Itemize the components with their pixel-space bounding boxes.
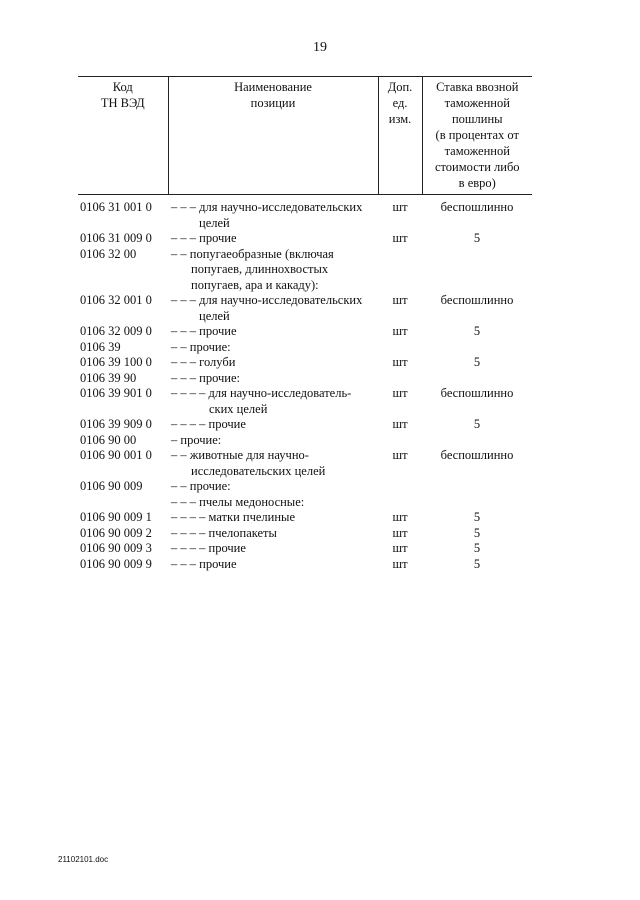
cell-unit: шт [392, 541, 408, 555]
cell-name [168, 195, 378, 232]
page-number: 19 [313, 40, 327, 55]
table-row [78, 355, 532, 371]
cell-name [168, 247, 378, 294]
cell-name-line: – – – – прочие [171, 417, 246, 431]
cell-rate [422, 340, 532, 356]
header-code-line: ТН ВЭД [100, 96, 145, 110]
header-rate-line: в евро) [458, 176, 496, 190]
table-row [78, 386, 532, 417]
cell-code: 0106 90 009 [80, 479, 143, 493]
header-rate-line: (в процентах от [435, 128, 519, 142]
table-row [78, 557, 532, 573]
tariff-table [78, 76, 532, 572]
header-unit-line: изм. [388, 112, 412, 126]
cell-unit: шт [392, 510, 408, 524]
cell-name [168, 324, 378, 340]
header-rate-line: стоимости либо [434, 160, 520, 174]
table-row [78, 340, 532, 356]
cell-name [168, 386, 378, 417]
cell-name-line: попугаев, длиннохвостых [191, 262, 329, 276]
cell-name [168, 355, 378, 371]
cell-rate: 5 [473, 525, 481, 540]
cell-code: 0106 90 009 1 [80, 510, 152, 524]
cell-code: 0106 90 001 0 [80, 448, 152, 462]
table-row [78, 510, 532, 526]
cell-name [168, 371, 378, 387]
cell-rate [422, 495, 532, 511]
cell-rate [422, 247, 532, 294]
header-rate-line: таможенной [444, 144, 510, 158]
cell-code: 0106 90 009 2 [80, 525, 152, 540]
header-name-line: Наименование [234, 80, 312, 94]
cell-rate: 5 [473, 231, 481, 245]
cell-code: 0106 32 009 0 [80, 324, 152, 338]
table-row [78, 417, 532, 433]
cell-unit: шт [392, 417, 408, 431]
cell-name-line: – – – для научно-исследовательских [171, 293, 363, 307]
cell-code: 0106 32 001 0 [80, 293, 152, 307]
cell-rate [422, 479, 532, 495]
cell-code: 0106 39 901 0 [80, 386, 152, 400]
cell-name [168, 495, 378, 511]
cell-name [168, 510, 378, 526]
cell-unit [378, 479, 422, 495]
cell-name-line: – – – пчелы медоносные: [171, 494, 305, 509]
table-header [78, 77, 532, 195]
cell-name [168, 340, 378, 356]
table-body [78, 195, 532, 573]
cell-name-line: – – – для научно-исследовательских [171, 200, 363, 214]
cell-code: 0106 39 909 0 [80, 417, 152, 431]
cell-name-line: – – прочие: [171, 339, 231, 354]
cell-name [168, 293, 378, 324]
cell-name [168, 479, 378, 495]
cell-rate: 5 [473, 541, 481, 555]
table-row [78, 495, 532, 511]
cell-name-line: ских целей [209, 401, 268, 416]
cell-name-line: – – – прочие [171, 231, 237, 245]
table-row [78, 293, 532, 324]
header-unit-line: ед. [392, 96, 408, 110]
table-row [78, 371, 532, 387]
table-row [78, 195, 532, 232]
header-name-line: позиции [250, 96, 296, 110]
cell-rate: 5 [473, 556, 481, 571]
cell-unit [378, 433, 422, 449]
cell-name-line: исследовательских целей [191, 463, 326, 478]
cell-name-line: – – – – прочие [171, 541, 246, 555]
cell-rate: 5 [473, 355, 481, 369]
cell-unit [378, 371, 422, 387]
cell-name-line: – – – прочие [171, 556, 237, 571]
table-row [78, 324, 532, 340]
table-row [78, 479, 532, 495]
header-code [78, 77, 168, 195]
cell-rate: 5 [473, 417, 481, 431]
cell-name-line: – – – – матки пчелиные [171, 510, 295, 524]
header-rate [422, 77, 532, 195]
cell-name [168, 417, 378, 433]
cell-unit: шт [392, 324, 408, 338]
cell-unit: шт [392, 556, 408, 571]
cell-name-line: – – попугаеобразные (включая [171, 246, 334, 261]
cell-rate: беспошлинно [440, 448, 514, 462]
cell-unit: шт [392, 355, 408, 369]
table-row [78, 526, 532, 542]
header-code-line: Код [112, 80, 133, 94]
header-rate-line: пошлины [451, 112, 503, 126]
cell-name-line: попугаев, ара и какаду): [191, 277, 319, 292]
cell-name [168, 231, 378, 247]
cell-name-line: – – животные для научно- [171, 448, 309, 462]
cell-name [168, 448, 378, 479]
cell-rate: 5 [473, 324, 481, 338]
cell-code: 0106 90 00 [80, 432, 137, 447]
cell-unit [378, 495, 422, 511]
header-unit [378, 77, 422, 195]
cell-unit [378, 340, 422, 356]
cell-name [168, 541, 378, 557]
header-rate-line: таможенной [444, 96, 510, 110]
header-name [168, 77, 378, 195]
cell-name [168, 433, 378, 449]
cell-unit [378, 247, 422, 294]
cell-name-line: целей [199, 308, 230, 323]
cell-unit: шт [392, 386, 408, 400]
cell-rate: 5 [473, 510, 481, 524]
cell-code: 0106 31 009 0 [80, 231, 152, 245]
cell-name-line: – – прочие: [171, 479, 231, 493]
cell-name-line: – – – – для научно-исследователь- [171, 386, 352, 400]
cell-name-line: – – – прочие: [171, 370, 240, 385]
cell-code [78, 495, 168, 511]
tariff-table-container [78, 76, 532, 572]
cell-rate: беспошлинно [440, 293, 514, 307]
table-row [78, 247, 532, 294]
cell-rate [422, 433, 532, 449]
header-unit-line: Доп. [387, 80, 413, 94]
table-row [78, 448, 532, 479]
cell-code: 0106 39 90 [80, 370, 137, 385]
cell-rate [422, 371, 532, 387]
cell-unit: шт [392, 293, 408, 307]
table-row [78, 231, 532, 247]
cell-rate: беспошлинно [440, 386, 514, 400]
cell-name-line: – – – – пчелопакеты [171, 525, 277, 540]
cell-name [168, 557, 378, 573]
cell-unit: шт [392, 200, 408, 214]
cell-name [168, 526, 378, 542]
table-row [78, 433, 532, 449]
cell-code: 0106 39 [80, 339, 121, 354]
cell-code: 0106 32 00 [80, 246, 137, 261]
cell-name-line: – прочие: [171, 432, 222, 447]
cell-name-line: – – – прочие [171, 324, 237, 338]
cell-code: 0106 39 100 0 [80, 355, 152, 369]
header-rate-line: Ставка ввозной [436, 80, 519, 94]
cell-unit: шт [392, 525, 408, 540]
cell-unit: шт [392, 231, 408, 245]
cell-name-line: целей [199, 215, 230, 230]
cell-code: 0106 90 009 9 [80, 556, 152, 571]
cell-rate: беспошлинно [440, 200, 514, 214]
cell-code: 0106 90 009 3 [80, 541, 152, 555]
cell-name-line: – – – голуби [171, 355, 236, 369]
footer-filename: 21102101.doc [58, 855, 109, 864]
cell-code: 0106 31 001 0 [80, 200, 152, 214]
cell-unit: шт [392, 448, 408, 462]
table-row [78, 541, 532, 557]
